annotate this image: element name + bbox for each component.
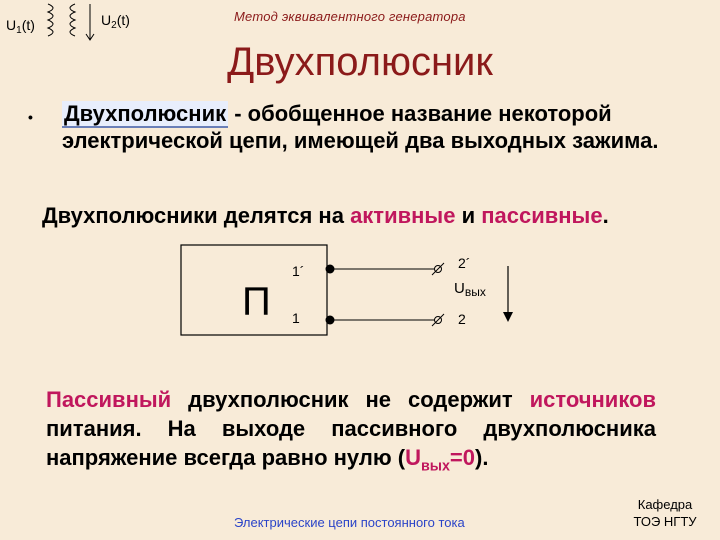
u2-label: $U_2(t)$: [101, 12, 130, 31]
types-prefix: Двухполюсники делятся на: [42, 203, 351, 228]
conclusion-paragraph: [46, 385, 656, 481]
types-middle: и: [455, 203, 482, 228]
definition-text: - обобщенное название некоторой электрической цепи, имеющей два выходных зажима.: [62, 101, 659, 153]
conclusion-text-2: питания. На выходе пассивного двухполюсника напряжение всегда равно нулю (: [46, 416, 656, 470]
course-footer: Электрические цепи постоянного тока: [234, 515, 465, 530]
department-label: [620, 496, 710, 530]
u1-label: $U_1(t)$: [6, 17, 35, 36]
definition-paragraph: [28, 100, 678, 154]
box-symbol: П: [242, 280, 271, 324]
bullet-icon: •: [28, 109, 33, 125]
terminal-2-prime-label: 2´: [458, 255, 471, 271]
types-sentence: [42, 203, 609, 229]
terminal-1-prime-label: 1´: [292, 263, 305, 279]
department-line-2: ТОЭ НГТУ: [633, 514, 697, 529]
two-terminal-diagram: [180, 240, 520, 340]
passive-word: пассивные: [481, 203, 603, 228]
active-word: активные: [350, 203, 456, 228]
page-title: Двухполюсник: [227, 40, 493, 84]
output-voltage-formula: $U_{вых}=0$: [405, 445, 475, 475]
conclusion-text-3: ).: [475, 445, 489, 470]
department-line-1: Кафедра: [637, 497, 693, 512]
terminal-2-label: 2: [458, 311, 466, 327]
terminal-1-label: 1: [292, 310, 300, 326]
method-title: Метод эквивалентного генератора: [234, 9, 466, 24]
types-suffix: .: [602, 203, 609, 228]
sources-term: источников: [529, 387, 656, 412]
conclusion-text-1: двухполюсник не содержит: [171, 387, 530, 412]
output-voltage-label: $U_{вых}$: [454, 280, 486, 299]
passive-term: Пассивный: [46, 387, 172, 412]
definition-term: Двухполюсник: [64, 101, 227, 126]
